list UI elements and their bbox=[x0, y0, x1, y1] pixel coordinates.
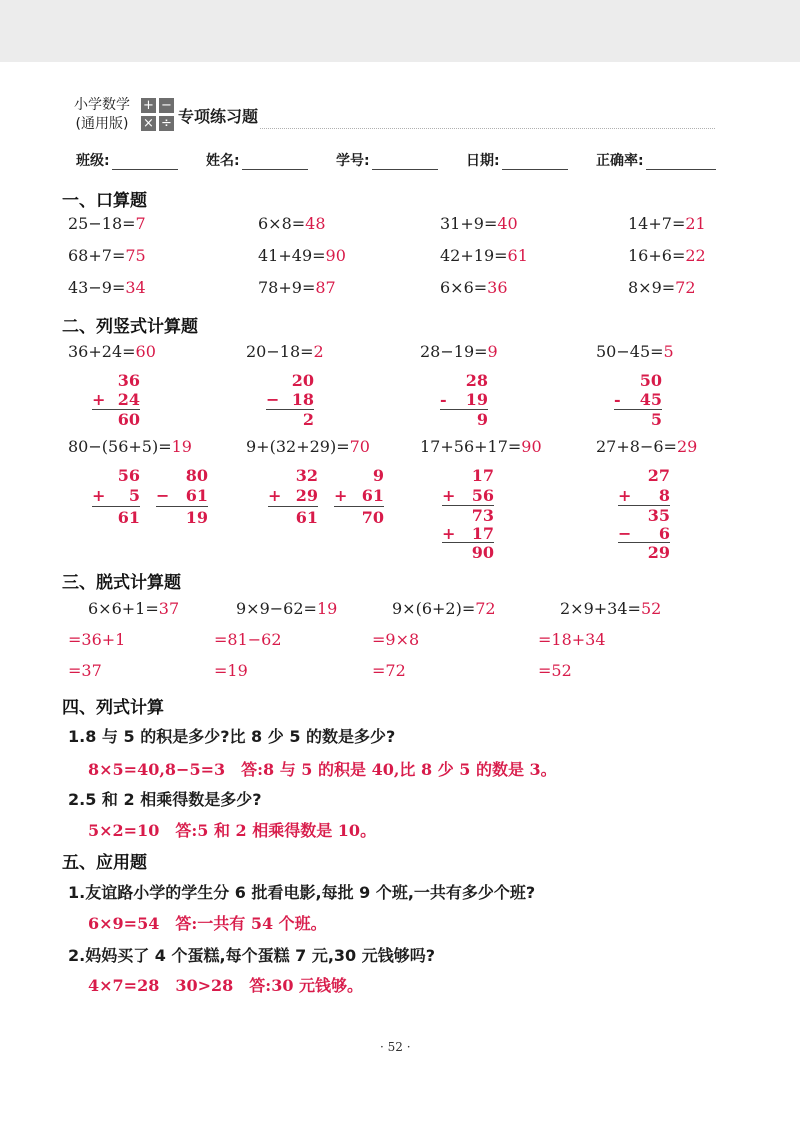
oral-question: 42+19= bbox=[440, 246, 508, 265]
step-question: 9×(6+2)= bbox=[392, 599, 476, 618]
calc-sign: - bbox=[614, 390, 621, 409]
header-divider bbox=[260, 128, 715, 129]
calc-sub: 19 bbox=[465, 390, 488, 409]
oral-question: 31+9= bbox=[440, 214, 498, 233]
calc-result: 2 bbox=[302, 410, 314, 429]
student-info-row bbox=[76, 150, 736, 174]
step-answer: 19 bbox=[316, 599, 338, 618]
formula-question-1: 1.8 与 5 的积是多少?比 8 少 5 的数是多少? bbox=[68, 727, 396, 746]
oral-question: 16+6= bbox=[628, 246, 686, 265]
oral-question: 8×9= bbox=[628, 278, 676, 297]
formula-answer-2: 5×2=10 答:5 和 2 相乘得数是 10。 bbox=[88, 821, 377, 840]
section-oral-title: 一、口算题 bbox=[62, 191, 147, 211]
oral-item bbox=[440, 214, 518, 233]
calc-sign: + bbox=[92, 390, 106, 409]
step-line-2: =52 bbox=[538, 661, 572, 680]
vertical-answer: 5 bbox=[663, 342, 674, 361]
step-answer: 37 bbox=[158, 599, 180, 618]
vertical-answer: 29 bbox=[676, 437, 698, 456]
operator-icons bbox=[141, 98, 175, 132]
vertical-calc bbox=[92, 371, 140, 431]
vertical-equation bbox=[68, 437, 192, 456]
vertical-calc: 27 + 8 35 − 6 29 bbox=[618, 466, 670, 562]
name-field: 姓名: bbox=[206, 150, 308, 170]
oral-answer: 7 bbox=[135, 214, 146, 233]
oral-answer: 40 bbox=[497, 214, 518, 233]
calc-top: 36 bbox=[117, 371, 140, 390]
oral-item bbox=[68, 246, 146, 265]
vertical-equation bbox=[420, 342, 498, 361]
vertical-question: 17+56+17= bbox=[420, 437, 522, 456]
vertical-answer: 70 bbox=[349, 437, 370, 456]
applied-question-2: 2.妈妈买了 4 个蛋糕,每个蛋糕 7 元,30 元钱够吗? bbox=[68, 946, 436, 965]
oral-item bbox=[628, 246, 706, 265]
vertical-question: 36+24= bbox=[68, 342, 136, 361]
oral-answer: 90 bbox=[325, 246, 346, 265]
calc-sign: − bbox=[266, 390, 280, 409]
book-title-line1: 小学数学 bbox=[74, 97, 130, 113]
calc-sub: 18 bbox=[291, 390, 314, 409]
divide-icon: ÷ bbox=[159, 116, 174, 131]
student-number-field: 学号: bbox=[336, 150, 438, 170]
oral-answer: 21 bbox=[685, 214, 706, 233]
step-line-2: =72 bbox=[372, 661, 406, 680]
formula-question-2: 2.5 和 2 相乘得数是多少? bbox=[68, 790, 262, 809]
oral-answer: 72 bbox=[675, 278, 696, 297]
oral-item bbox=[628, 278, 696, 297]
vertical-calc: 17 + 56 73 + 17 90 bbox=[442, 466, 494, 562]
step-answer: 72 bbox=[475, 599, 496, 618]
section-vertical-title: 二、列竖式计算题 bbox=[62, 317, 198, 337]
applied-answer-1: 6×9=54 答:一共有 54 个班。 bbox=[88, 914, 327, 933]
step-equation bbox=[560, 599, 661, 618]
vertical-question: 80−(56+5)= bbox=[68, 437, 172, 456]
oral-item bbox=[68, 278, 146, 297]
vertical-calc bbox=[266, 371, 314, 431]
calc-top: 28 bbox=[465, 371, 488, 390]
section-applied-title: 五、应用题 bbox=[62, 853, 147, 873]
page-number: · 52 · bbox=[380, 1040, 411, 1054]
oral-answer: 61 bbox=[507, 246, 528, 265]
vertical-calc: 56 + 5 61 bbox=[92, 466, 140, 527]
oral-question: 41+49= bbox=[258, 246, 326, 265]
oral-item bbox=[628, 214, 706, 233]
book-title-line2: (通用版) bbox=[75, 116, 129, 132]
section-formula-title: 四、列式计算 bbox=[62, 698, 164, 718]
applied-answer-2: 4×7=28 30>28 答:30 元钱够。 bbox=[88, 976, 364, 995]
calc-sign: - bbox=[440, 390, 447, 409]
applied-question-1: 1.友谊路小学的学生分 6 批看电影,每批 9 个班,一共有多少个班? bbox=[68, 883, 536, 902]
calc-sub: 45 bbox=[639, 390, 662, 409]
vertical-question: 20−18= bbox=[246, 342, 314, 361]
calc-result: 5 bbox=[650, 410, 662, 429]
top-margin-band bbox=[0, 0, 800, 62]
vertical-equation bbox=[246, 437, 370, 456]
oral-item bbox=[440, 278, 508, 297]
step-line-2: =19 bbox=[214, 661, 248, 680]
series-title: 专项练习题 bbox=[178, 107, 259, 126]
oral-item bbox=[440, 246, 528, 265]
vertical-calc: 32 + 29 61 bbox=[268, 466, 318, 527]
vertical-equation bbox=[420, 437, 542, 456]
vertical-equation bbox=[68, 342, 156, 361]
oral-item bbox=[258, 214, 326, 233]
oral-question: 25−18= bbox=[68, 214, 136, 233]
oral-answer: 22 bbox=[685, 246, 706, 265]
vertical-equation bbox=[596, 342, 674, 361]
step-line-2: =37 bbox=[68, 661, 102, 680]
vertical-question: 50−45= bbox=[596, 342, 664, 361]
oral-item bbox=[258, 246, 346, 265]
vertical-question: 28−19= bbox=[420, 342, 488, 361]
vertical-calc bbox=[614, 371, 662, 431]
vertical-equation bbox=[596, 437, 697, 456]
book-title bbox=[70, 96, 134, 134]
class-field: 班级: bbox=[76, 150, 178, 170]
step-equation bbox=[236, 599, 337, 618]
section-step-title: 三、脱式计算题 bbox=[62, 573, 181, 593]
vertical-question: 9+(32+29)= bbox=[246, 437, 350, 456]
calc-result: 60 bbox=[117, 410, 140, 429]
step-line-1: =81−62 bbox=[214, 630, 282, 649]
vertical-answer: 60 bbox=[135, 342, 156, 361]
minus-icon: − bbox=[159, 98, 174, 113]
vertical-answer: 90 bbox=[521, 437, 542, 456]
step-equation bbox=[88, 599, 179, 618]
vertical-equation bbox=[246, 342, 324, 361]
vertical-answer: 2 bbox=[313, 342, 324, 361]
oral-question: 78+9= bbox=[258, 278, 316, 297]
step-question: 2×9+34= bbox=[560, 599, 641, 618]
vertical-calc bbox=[440, 371, 488, 431]
step-line-1: =18+34 bbox=[538, 630, 606, 649]
oral-question: 6×6= bbox=[440, 278, 488, 297]
vertical-answer: 9 bbox=[487, 342, 498, 361]
step-line-1: =36+1 bbox=[68, 630, 126, 649]
vertical-calc: 80 − 61 19 bbox=[156, 466, 208, 527]
calc-result: 9 bbox=[476, 410, 488, 429]
calc-top: 20 bbox=[291, 371, 314, 390]
vertical-question: 27+8−6= bbox=[596, 437, 677, 456]
vertical-answer: 19 bbox=[171, 437, 192, 456]
oral-question: 68+7= bbox=[68, 246, 126, 265]
step-answer: 52 bbox=[640, 599, 662, 618]
calc-sub: 24 bbox=[117, 390, 140, 409]
oral-answer: 48 bbox=[305, 214, 326, 233]
calc-top: 50 bbox=[639, 371, 662, 390]
oral-answer: 75 bbox=[125, 246, 146, 265]
oral-answer: 36 bbox=[487, 278, 508, 297]
step-equation bbox=[392, 599, 496, 618]
oral-item bbox=[258, 278, 336, 297]
plus-icon: + bbox=[141, 98, 156, 113]
oral-question: 43−9= bbox=[68, 278, 126, 297]
multiply-icon: × bbox=[141, 116, 156, 131]
formula-answer-1: 8×5=40,8−5=3 答:8 与 5 的积是 40,比 8 少 5 的数是 3。 bbox=[88, 760, 557, 779]
oral-answer: 34 bbox=[125, 278, 146, 297]
step-question: 6×6+1= bbox=[88, 599, 159, 618]
oral-question: 14+7= bbox=[628, 214, 686, 233]
oral-question: 6×8= bbox=[258, 214, 306, 233]
step-line-1: =9×8 bbox=[372, 630, 420, 649]
accuracy-field: 正确率: bbox=[596, 150, 716, 170]
oral-item bbox=[68, 214, 146, 233]
page-header bbox=[70, 96, 720, 136]
vertical-calc: 9 + 61 70 bbox=[334, 466, 384, 527]
oral-answer: 87 bbox=[315, 278, 336, 297]
date-field: 日期: bbox=[466, 150, 568, 170]
step-question: 9×9−62= bbox=[236, 599, 317, 618]
